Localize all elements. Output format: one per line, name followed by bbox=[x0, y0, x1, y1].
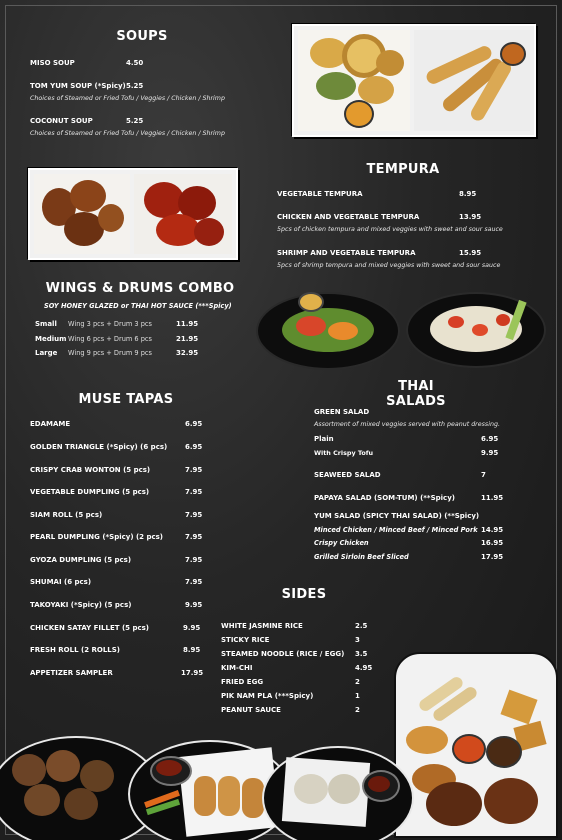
salad-item-name: GREEN SALAD bbox=[314, 408, 370, 416]
side-item-price: 2 bbox=[355, 678, 360, 686]
salad-item-name: YUM SALAD (SPICY THAI SALAD) (**Spicy) bbox=[314, 512, 480, 520]
tapas-item-name: CHICKEN SATAY FILLET (5 pcs) bbox=[30, 624, 149, 632]
side-item-name: STICKY RICE bbox=[221, 636, 270, 644]
side-item-name: PEANUT SAUCE bbox=[221, 706, 281, 714]
wings-size-name: Medium bbox=[35, 335, 67, 343]
soup-item-name: COCONUT SOUP bbox=[30, 117, 93, 125]
wings-size-detail: Wing 3 pcs + Drum 3 pcs bbox=[68, 320, 152, 328]
tapas-item-name: VEGETABLE DUMPLING (5 pcs) bbox=[30, 488, 150, 496]
tempura-item-desc: 5pcs of shrimp tempura and mixed veggies with sweet and sour sauce bbox=[277, 262, 501, 269]
soup-item-desc: Choices of Steamed or Fried Tofu / Veggies / Chicken / Shrimp bbox=[30, 130, 225, 137]
tempura-item-desc: 5pcs of chicken tempura and mixed veggies with sweet and sour sauce bbox=[277, 226, 503, 233]
wings-sauce-options: SOY HONEY GLAZED or THAI HOT SAUCE (***Spicy) bbox=[44, 302, 232, 310]
tapas-heading: MUSE TAPAS bbox=[78, 392, 174, 407]
side-item-price: 3.5 bbox=[355, 650, 368, 658]
wings-size-price: 11.95 bbox=[176, 320, 199, 328]
green-salad-photo bbox=[256, 292, 400, 370]
wings-size-name: Large bbox=[35, 349, 58, 357]
side-item-name: STEAMED NOODLE (RICE / EGG) bbox=[221, 650, 345, 658]
tapas-item-price: 7.95 bbox=[185, 511, 203, 519]
tempura-item-price: 15.95 bbox=[459, 249, 482, 257]
tapas-item-name: CRISPY CRAB WONTON (5 pcs) bbox=[30, 466, 151, 474]
salad-option-price: 17.95 bbox=[481, 553, 504, 561]
thai-hot-wings-photo bbox=[134, 174, 232, 254]
tapas-item-price: 8.95 bbox=[183, 646, 201, 654]
tapas-item-price: 9.95 bbox=[183, 624, 201, 632]
tapas-item-name: SHUMAI (6 pcs) bbox=[30, 578, 92, 586]
tapas-item-price: 6.95 bbox=[185, 443, 203, 451]
soup-item-name: TOM YUM SOUP (*Spicy) bbox=[30, 82, 126, 90]
salad-option-price: 6.95 bbox=[481, 435, 499, 443]
salad-item-name: PAPAYA SALAD (SOM-TUM) (**Spicy) bbox=[314, 494, 455, 502]
tapas-item-name: FRESH ROLL (2 ROLLS) bbox=[30, 646, 120, 654]
tapas-item-price: 7.95 bbox=[185, 488, 203, 496]
tapas-item-price: 7.95 bbox=[185, 556, 203, 564]
soup-item-desc: Choices of Steamed or Fried Tofu / Veggies / Chicken / Shrimp bbox=[30, 95, 225, 102]
salad-option-price: 14.95 bbox=[481, 526, 504, 534]
wings-heading: WINGS & DRUMS COMBO bbox=[45, 281, 235, 296]
tapas-item-name: APPETIZER SAMPLER bbox=[30, 669, 113, 677]
vegetable-tempura-photo bbox=[298, 30, 410, 131]
soup-item-price: 4.50 bbox=[126, 59, 144, 67]
side-item-name: WHITE JASMINE RICE bbox=[221, 622, 303, 630]
tapas-item-price: 7.95 bbox=[185, 578, 203, 586]
salad-item-name: SEAWEED SALAD bbox=[314, 471, 381, 479]
tapas-item-price: 6.95 bbox=[185, 420, 203, 428]
salad-option-price: 16.95 bbox=[481, 539, 504, 547]
salad-item-price: 11.95 bbox=[481, 494, 504, 502]
pearl-dumpling-photo bbox=[262, 746, 414, 840]
side-item-price: 2 bbox=[355, 706, 360, 714]
wings-size-price: 32.95 bbox=[176, 349, 199, 357]
wings-photo-frame bbox=[28, 168, 238, 260]
tapas-item-name: TAKOYAKI (*Spicy) (5 pcs) bbox=[30, 601, 132, 609]
salad-option-name: Plain bbox=[314, 435, 334, 443]
tapas-item-price: 7.95 bbox=[185, 533, 203, 541]
papaya-salad-photo bbox=[406, 292, 546, 368]
tempura-item-name: SHRIMP AND VEGETABLE TEMPURA bbox=[277, 249, 416, 257]
salads-heading: THAI SALADS bbox=[386, 379, 446, 409]
soy-honey-wings-photo bbox=[34, 174, 130, 254]
side-item-name: PIK NAM PLA (***Spicy) bbox=[221, 692, 314, 700]
wings-size-name: Small bbox=[35, 320, 57, 328]
salad-option-name: With Crispy Tofu bbox=[314, 449, 374, 457]
salad-option-price: 9.95 bbox=[481, 449, 499, 457]
side-item-name: FRIED EGG bbox=[221, 678, 264, 686]
tapas-item-name: GYOZA DUMPLING (5 pcs) bbox=[30, 556, 132, 564]
tempura-item-price: 8.95 bbox=[459, 190, 477, 198]
tapas-item-price: 9.95 bbox=[185, 601, 203, 609]
wings-size-price: 21.95 bbox=[176, 335, 199, 343]
tapas-item-name: PEARL DUMPLING (*Spicy) (2 pcs) bbox=[30, 533, 164, 541]
salad-option-name: Crispy Chicken bbox=[314, 539, 369, 547]
tempura-heading: TEMPURA bbox=[366, 162, 440, 177]
tempura-item-name: CHICKEN AND VEGETABLE TEMPURA bbox=[277, 213, 420, 221]
soups-heading: SOUPS bbox=[116, 29, 168, 44]
salad-item-desc: Assortment of mixed veggies served with peanut dressing. bbox=[314, 421, 500, 428]
tempura-photo-frame bbox=[292, 24, 536, 137]
tempura-item-price: 13.95 bbox=[459, 213, 482, 221]
side-item-price: 3 bbox=[355, 636, 360, 644]
appetizer-sampler-photo bbox=[394, 652, 558, 838]
tapas-item-name: GOLDEN TRIANGLE (*Spicy) (6 pcs) bbox=[30, 443, 168, 451]
side-item-price: 2.5 bbox=[355, 622, 368, 630]
tapas-item-name: SIAM ROLL (5 pcs) bbox=[30, 511, 103, 519]
side-item-price: 1 bbox=[355, 692, 360, 700]
salad-option-name: Minced Chicken / Minced Beef / Minced Pork bbox=[314, 526, 478, 534]
tapas-item-price: 7.95 bbox=[185, 466, 203, 474]
salad-item-price: 7 bbox=[481, 471, 486, 479]
side-item-name: KIM-CHI bbox=[221, 664, 253, 672]
tapas-item-price: 17.95 bbox=[181, 669, 204, 677]
side-item-price: 4.95 bbox=[355, 664, 373, 672]
soup-item-price: 5.25 bbox=[126, 117, 144, 125]
soup-item-name: MISO SOUP bbox=[30, 59, 75, 67]
tapas-item-name: EDAMAME bbox=[30, 420, 71, 428]
soup-item-price: 5.25 bbox=[126, 82, 144, 90]
tempura-item-name: VEGETABLE TEMPURA bbox=[277, 190, 363, 198]
sides-heading: SIDES bbox=[281, 587, 327, 602]
wings-size-detail: Wing 6 pcs + Drum 6 pcs bbox=[68, 335, 152, 343]
shrimp-tempura-photo bbox=[414, 30, 530, 131]
salad-option-name: Grilled Sirloin Beef Sliced bbox=[314, 553, 409, 561]
wings-size-detail: Wing 9 pcs + Drum 9 pcs bbox=[68, 349, 152, 357]
